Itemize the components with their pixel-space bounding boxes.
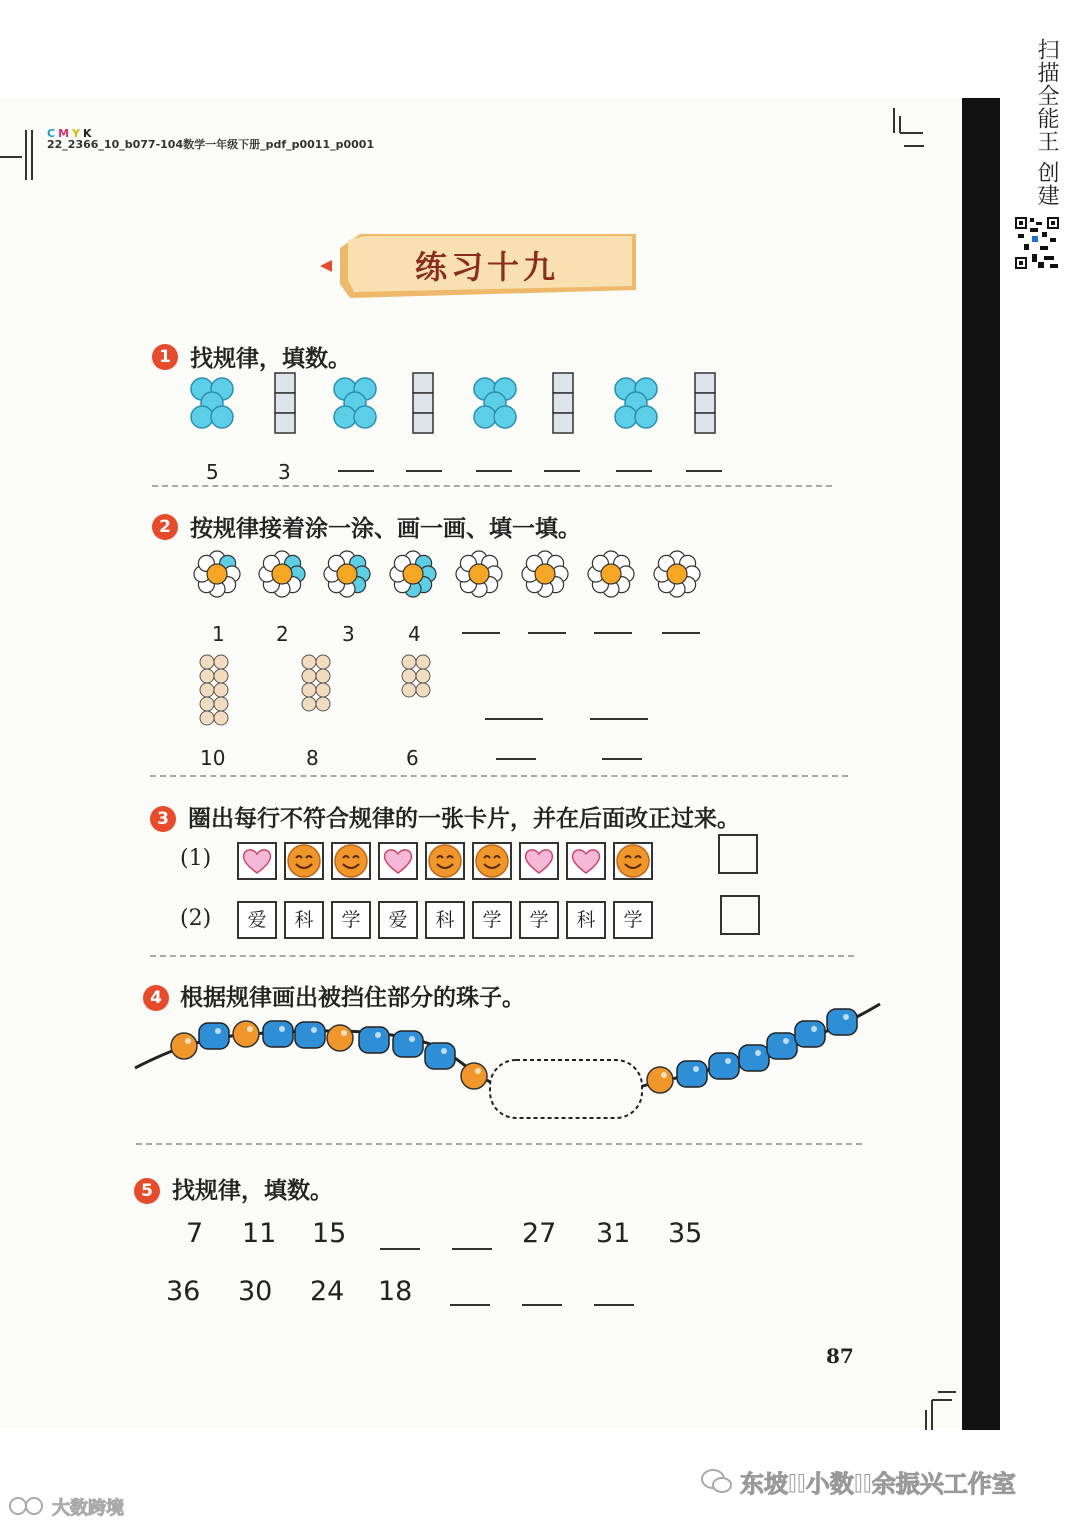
answer-blank[interactable]: [594, 1304, 634, 1306]
flower: [390, 551, 436, 597]
heart-card[interactable]: [519, 842, 559, 880]
pattern-count: 3: [278, 460, 291, 484]
heart-icon: [569, 846, 603, 876]
heart-card[interactable]: [237, 842, 277, 880]
question-number: 5: [134, 1178, 160, 1204]
dot-cluster: [615, 378, 657, 428]
flower: [259, 551, 305, 597]
heart-card[interactable]: [566, 842, 606, 880]
block-stack: [553, 373, 573, 433]
dot-cluster: [334, 378, 376, 428]
smiley-icon: [428, 844, 462, 878]
block-stack: [695, 373, 715, 433]
flower-count: 1: [212, 622, 225, 646]
crop-mark: [0, 120, 40, 180]
blue-bead: [827, 1009, 857, 1035]
answer-blank[interactable]: [662, 632, 700, 634]
block-stack: [275, 373, 295, 433]
flower-count: 2: [276, 622, 289, 646]
character-card[interactable]: 爱: [378, 901, 418, 939]
flower-count: 4: [408, 622, 421, 646]
heart-card[interactable]: [378, 842, 418, 880]
question-text: 找规律，填数。: [190, 345, 351, 372]
answer-box[interactable]: [720, 895, 760, 935]
blue-bead: [359, 1027, 389, 1053]
smiley-card[interactable]: [284, 842, 324, 880]
answer-blank[interactable]: [616, 470, 652, 472]
dot-cluster: [191, 378, 233, 428]
answer-box[interactable]: [718, 834, 758, 874]
flower: [522, 551, 568, 597]
sequence-number: 15: [312, 1218, 347, 1249]
blue-bead: [263, 1021, 293, 1047]
orange-bead: [233, 1021, 259, 1047]
section-divider: [136, 1143, 862, 1145]
character-card[interactable]: 学: [472, 901, 512, 939]
smiley-icon: [334, 844, 368, 878]
bead-count: 6: [406, 746, 419, 770]
orange-bead: [171, 1033, 197, 1059]
bead-count: 8: [306, 746, 319, 770]
character-card[interactable]: 科: [566, 901, 606, 939]
character-card[interactable]: 学: [519, 901, 559, 939]
bead-count: 10: [200, 746, 226, 770]
flower: [324, 551, 370, 597]
sequence-number: 35: [668, 1218, 703, 1249]
smiley-icon: [475, 844, 509, 878]
answer-blank[interactable]: [338, 470, 374, 472]
heart-icon: [522, 846, 556, 876]
pattern-count: 5: [206, 460, 219, 484]
smiley-icon: [287, 844, 321, 878]
page-number: 87: [826, 1344, 854, 1368]
heart-icon: [381, 846, 415, 876]
heart-icon: [240, 846, 274, 876]
blue-bead: [393, 1031, 423, 1057]
draw-blank[interactable]: [590, 718, 648, 720]
smiley-card[interactable]: [613, 842, 653, 880]
answer-blank[interactable]: [406, 470, 442, 472]
row-label: (2): [180, 906, 212, 931]
question-number: 3: [150, 806, 176, 832]
question-text: 按规律接着涂一涂、画一画、填一填。: [190, 515, 581, 542]
page-title: 练习十九: [414, 248, 559, 286]
blue-bead: [739, 1045, 769, 1071]
question-number: 2: [152, 514, 178, 540]
watermark-brand: 大数跨境: [52, 1498, 124, 1519]
answer-blank[interactable]: [450, 1304, 490, 1306]
answer-blank[interactable]: [544, 470, 580, 472]
answer-blank[interactable]: [602, 758, 642, 760]
section-divider: [150, 775, 848, 777]
sequence-number: 11: [242, 1218, 277, 1249]
qr-code-icon: [1014, 216, 1060, 270]
blue-bead: [199, 1023, 229, 1049]
question-number: 4: [143, 985, 169, 1011]
crop-mark: [920, 1390, 960, 1430]
draw-blank[interactable]: [485, 718, 543, 720]
hidden-section[interactable]: [490, 1060, 642, 1118]
dot-cluster: [474, 378, 516, 428]
answer-blank[interactable]: [522, 1304, 562, 1306]
smiley-card[interactable]: [472, 842, 512, 880]
bead-group: [200, 655, 228, 725]
sequence-number: 18: [378, 1276, 413, 1307]
smiley-card[interactable]: [331, 842, 371, 880]
section-divider: [150, 955, 854, 957]
question-text: 根据规律画出被挡住部分的珠子。: [180, 984, 525, 1011]
question-text: 圈出每行不符合规律的一张卡片，并在后面改正过来。: [188, 805, 740, 832]
answer-blank[interactable]: [452, 1248, 492, 1250]
q4-bead-string: [130, 1000, 890, 1130]
character-card[interactable]: 科: [425, 901, 465, 939]
sequence-number: 7: [186, 1218, 204, 1249]
character-card[interactable]: 爱: [237, 901, 277, 939]
flower: [456, 551, 502, 597]
q2-bead-groups: [190, 652, 450, 732]
bead-group: [402, 655, 430, 697]
sequence-number: 31: [596, 1218, 631, 1249]
orange-bead: [461, 1063, 487, 1089]
row-label: (1): [180, 846, 212, 871]
print-header: C M Y K 22_2366_10_b077-104数学一年级下册_pdf_p0011_p0001: [47, 127, 375, 151]
flower: [194, 551, 240, 597]
blue-bead: [767, 1033, 797, 1059]
scanner-note: 扫描全能王 创建: [1034, 38, 1059, 207]
watermark-studio: 东坡II小数II余振兴工作室: [740, 1470, 1016, 1498]
blue-bead: [709, 1053, 739, 1079]
sequence-number: 36: [166, 1276, 201, 1307]
blue-bead: [677, 1061, 707, 1087]
question-text: 找规律，填数。: [172, 1177, 333, 1204]
sequence-number: 27: [522, 1218, 557, 1249]
orange-bead: [647, 1067, 673, 1093]
orange-bead: [327, 1025, 353, 1051]
flower: [588, 551, 634, 597]
q1-pattern: [180, 365, 740, 445]
character-card[interactable]: 学: [331, 901, 371, 939]
answer-blank[interactable]: [686, 470, 722, 472]
smiley-card[interactable]: [425, 842, 465, 880]
answer-blank[interactable]: [462, 632, 500, 634]
character-card[interactable]: 学: [613, 901, 653, 939]
answer-blank[interactable]: [476, 470, 512, 472]
flower: [654, 551, 700, 597]
book-spine: [962, 98, 1000, 1430]
blue-bead: [425, 1043, 455, 1069]
smiley-icon: [616, 844, 650, 878]
block-stack: [413, 373, 433, 433]
sequence-number: 30: [238, 1276, 273, 1307]
answer-blank[interactable]: [528, 632, 566, 634]
question-number: 1: [152, 344, 178, 370]
q2-flowers: [180, 540, 720, 610]
answer-blank[interactable]: [594, 632, 632, 634]
character-card[interactable]: 科: [284, 901, 324, 939]
sequence-number: 24: [310, 1276, 345, 1307]
logo-icon: [8, 1494, 52, 1518]
blue-bead: [795, 1021, 825, 1047]
blue-bead: [295, 1022, 325, 1048]
section-divider: [152, 485, 832, 487]
wechat-icon: [700, 1466, 734, 1496]
answer-blank[interactable]: [496, 758, 536, 760]
bead-group: [302, 655, 330, 711]
flower-count: 3: [342, 622, 355, 646]
crop-mark: [888, 108, 928, 153]
answer-blank[interactable]: [380, 1248, 420, 1250]
